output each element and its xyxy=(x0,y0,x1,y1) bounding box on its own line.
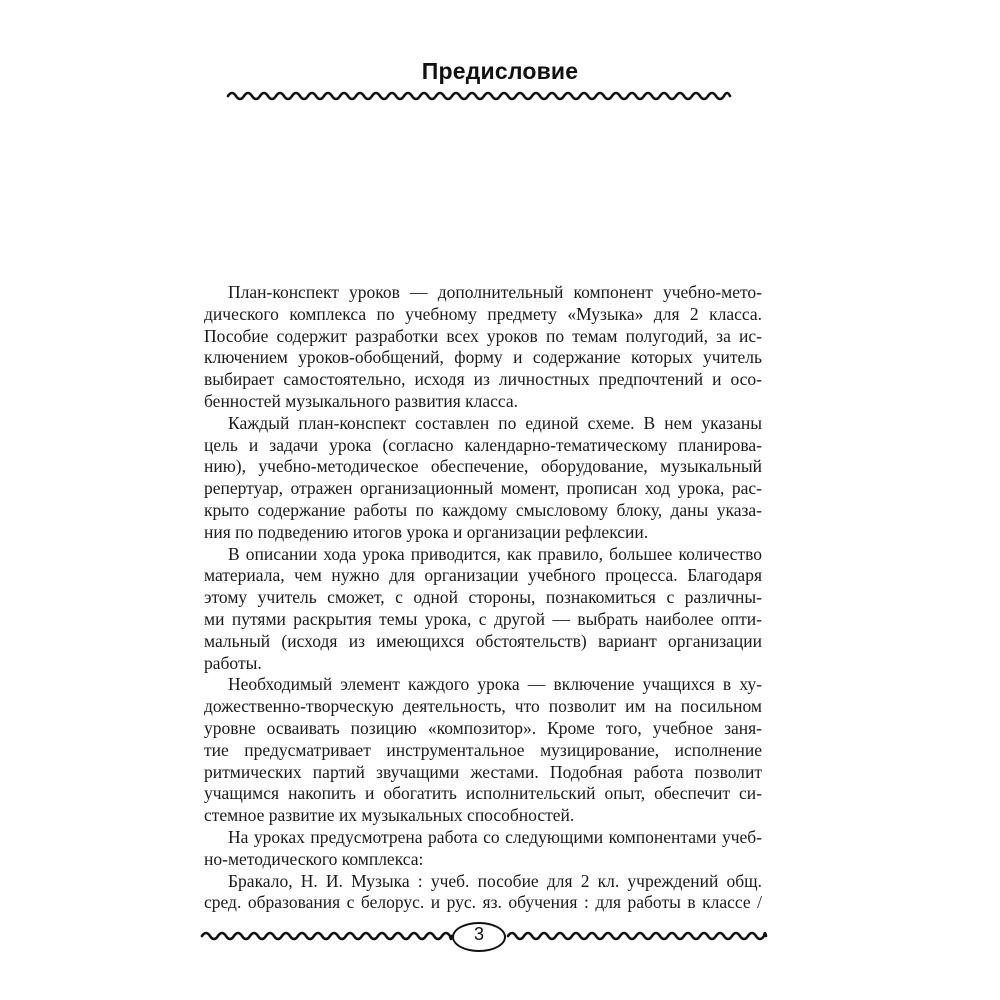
text-line: стемное развитие их музыкальных способностей. xyxy=(204,805,575,826)
paragraph xyxy=(204,282,762,413)
text-line: но-методического комплекса: xyxy=(204,848,424,869)
title-wave-divider xyxy=(228,88,730,104)
text-line: работы. xyxy=(204,652,262,673)
paragraph xyxy=(204,544,762,675)
text-line: уровне осваивать позицию «композитор». Кроме того, учебное заня- xyxy=(204,717,762,738)
text-line: дического комплекса по учебному предмету «Музыка» для 2 класса. xyxy=(204,303,762,324)
text-line: ния по подведению итогов урока и организации рефлексии. xyxy=(204,521,649,542)
text-line: Необходимый элемент каждого урока — включение учащихся в ху- xyxy=(228,674,762,695)
text-line: репертуар, отражен организационный момент, прописан ход урока, рас- xyxy=(204,478,762,499)
text-line: материала, чем нужно для организации учебного процесса. Благодаря xyxy=(204,565,762,586)
text-line: этому учитель сможет, с одной стороны, познакомиться с различны- xyxy=(204,587,762,608)
text-line: сред. образования с белорус. и рус. яз. обучения : для работы в классе / xyxy=(204,892,762,913)
text-line: ми путями раскрытия темы урока, с другой — выбрать наиболее опти- xyxy=(204,608,762,629)
paragraph xyxy=(204,674,762,827)
text-line: ритмических партий звучащими жестами. Подобная работа позволит xyxy=(204,761,762,782)
text-line: бенностей музыкального развития класса. xyxy=(204,390,519,411)
text-line: ключением уроков-обобщений, форму и содержание которых учитель xyxy=(204,347,762,368)
text-line: Каждый план-конспект составлен по единой схеме. В нем указаны xyxy=(228,412,762,433)
text-line: крыто содержание работы по каждому смысловому блоку, даны указа- xyxy=(204,499,762,520)
text-line: дожественно-творческую деятельность, что позволит им на посильном xyxy=(204,696,762,717)
text-line: нию), учебно-методическое обеспечение, оборудование, музыкальный xyxy=(204,456,762,477)
page-number-badge xyxy=(452,922,506,952)
text-line: цель и задачи урока (согласно календарно-тематическому планирова- xyxy=(204,434,762,455)
text-line: Пособие содержит разработки всех уроков по темам полугодий, за ис- xyxy=(204,325,762,346)
text-line: выбирает самостоятельно, исходя из личностных предпочтений и осо- xyxy=(204,369,762,390)
paragraph xyxy=(204,827,762,871)
text-line: На уроках предусмотрена работа со следующими компонентами учеб- xyxy=(228,826,762,847)
footer-wave-left xyxy=(202,928,452,944)
paragraph xyxy=(204,413,762,544)
text-line: В описании хода урока приводится, как правило, большее количество xyxy=(228,543,762,564)
text-line: Бракало, Н. И. Музыка : учеб. пособие для 2 кл. учреждений общ. xyxy=(228,870,762,891)
footer-wave-right xyxy=(508,928,766,944)
page-title: Предисловие xyxy=(421,58,579,84)
text-line: тие предусматривает инструментальное музицирование, исполнение xyxy=(204,739,762,760)
paragraph xyxy=(204,871,762,915)
page-number: 3 xyxy=(473,924,484,944)
text-line: учащимся накопить и обогатить исполнительский опыт, обеспечит си- xyxy=(204,783,762,804)
text-line: мальный (исходя из имеющихся обстоятельств) вариант организации xyxy=(204,630,762,651)
body-text xyxy=(204,282,762,914)
text-line: План-конспект уроков — дополнительный компонент учебно-мето- xyxy=(228,282,762,302)
